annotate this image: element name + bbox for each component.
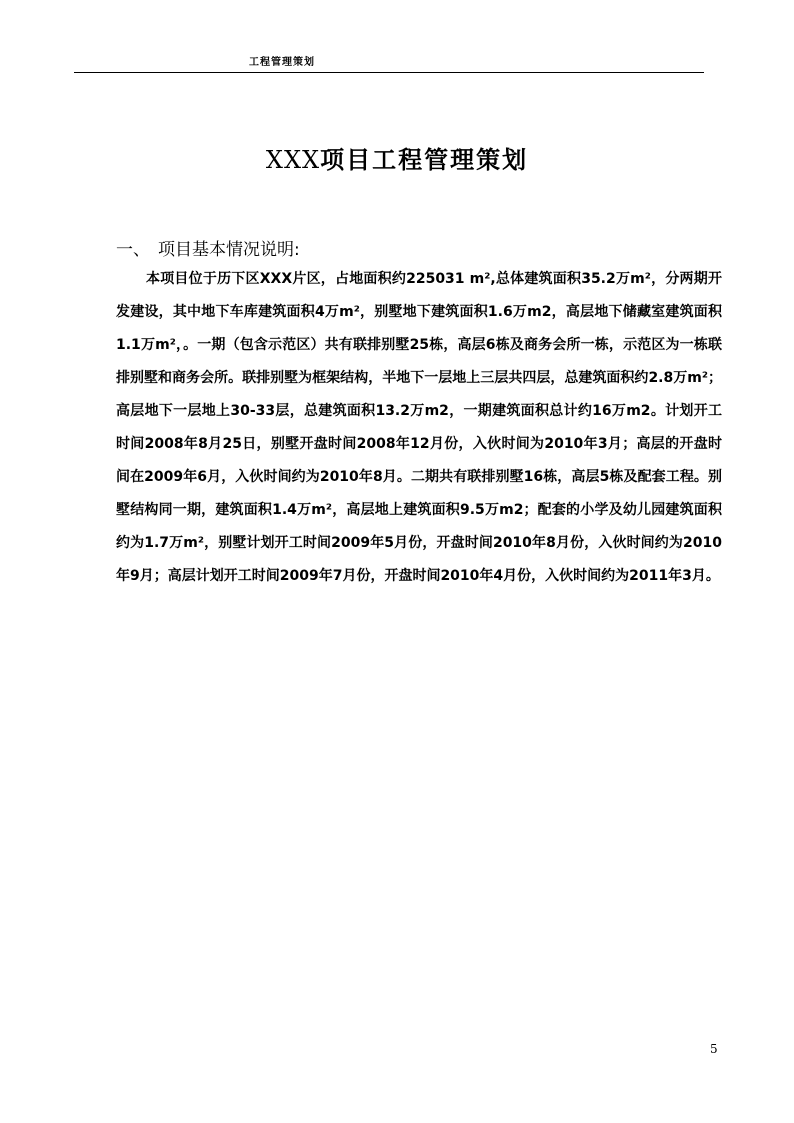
header-rule bbox=[74, 72, 704, 73]
section-heading-text: 项目基本情况说明: bbox=[158, 240, 300, 260]
document-title-prefix: XXX bbox=[265, 146, 321, 174]
running-header: 工程管理策划 bbox=[249, 57, 315, 68]
page-number: 5 bbox=[710, 1042, 718, 1056]
document-title bbox=[0, 140, 794, 175]
section-number: 一、 bbox=[116, 240, 150, 260]
document-title-main: 项目工程管理策划 bbox=[320, 146, 529, 174]
section-heading bbox=[116, 235, 300, 260]
section-paragraph: 本项目位于历下区XXX片区，占地面积约225031 m²,总体建筑面积35.2万m²，分两期开发建设，其中地下车库建筑面积4万m²，别墅地下建筑面积1.6万m2，高层地下储藏室建筑面积1.1万m²，。一期（包含示范区）共有联排别墅25栋，高层6栋及商务会所一栋，示范区为一栋联排别墅和商务会所。联排别墅为框架结构，半地下一层地上三层共四层，总建筑面积约2.8万m²；高层地下一层地上30-33层，总建筑面积13.2万m2，一期建筑面积总计约16万m2。计划开工时间2008年8月25日，别墅开盘时间2008年12月份，入伙时间为2010年3月；高层的开盘时间在2009年6月，入伙时间约为2010年8月。二期共有联排别墅16栋，高层5栋及配套工程。别墅结构同一期，建筑面积1.4万m²，高层地上建筑面积9.5万m2；配套的小学及幼儿园建筑面积约为1.7万m²，别墅计划开工时间2009年5月份，开盘时间2010年8月份，入伙时间约为2010年9月；高层计划开工时间2009年7月份，开盘时间2010年4月份，入伙时间约为2011年3月。 bbox=[116, 271, 722, 584]
